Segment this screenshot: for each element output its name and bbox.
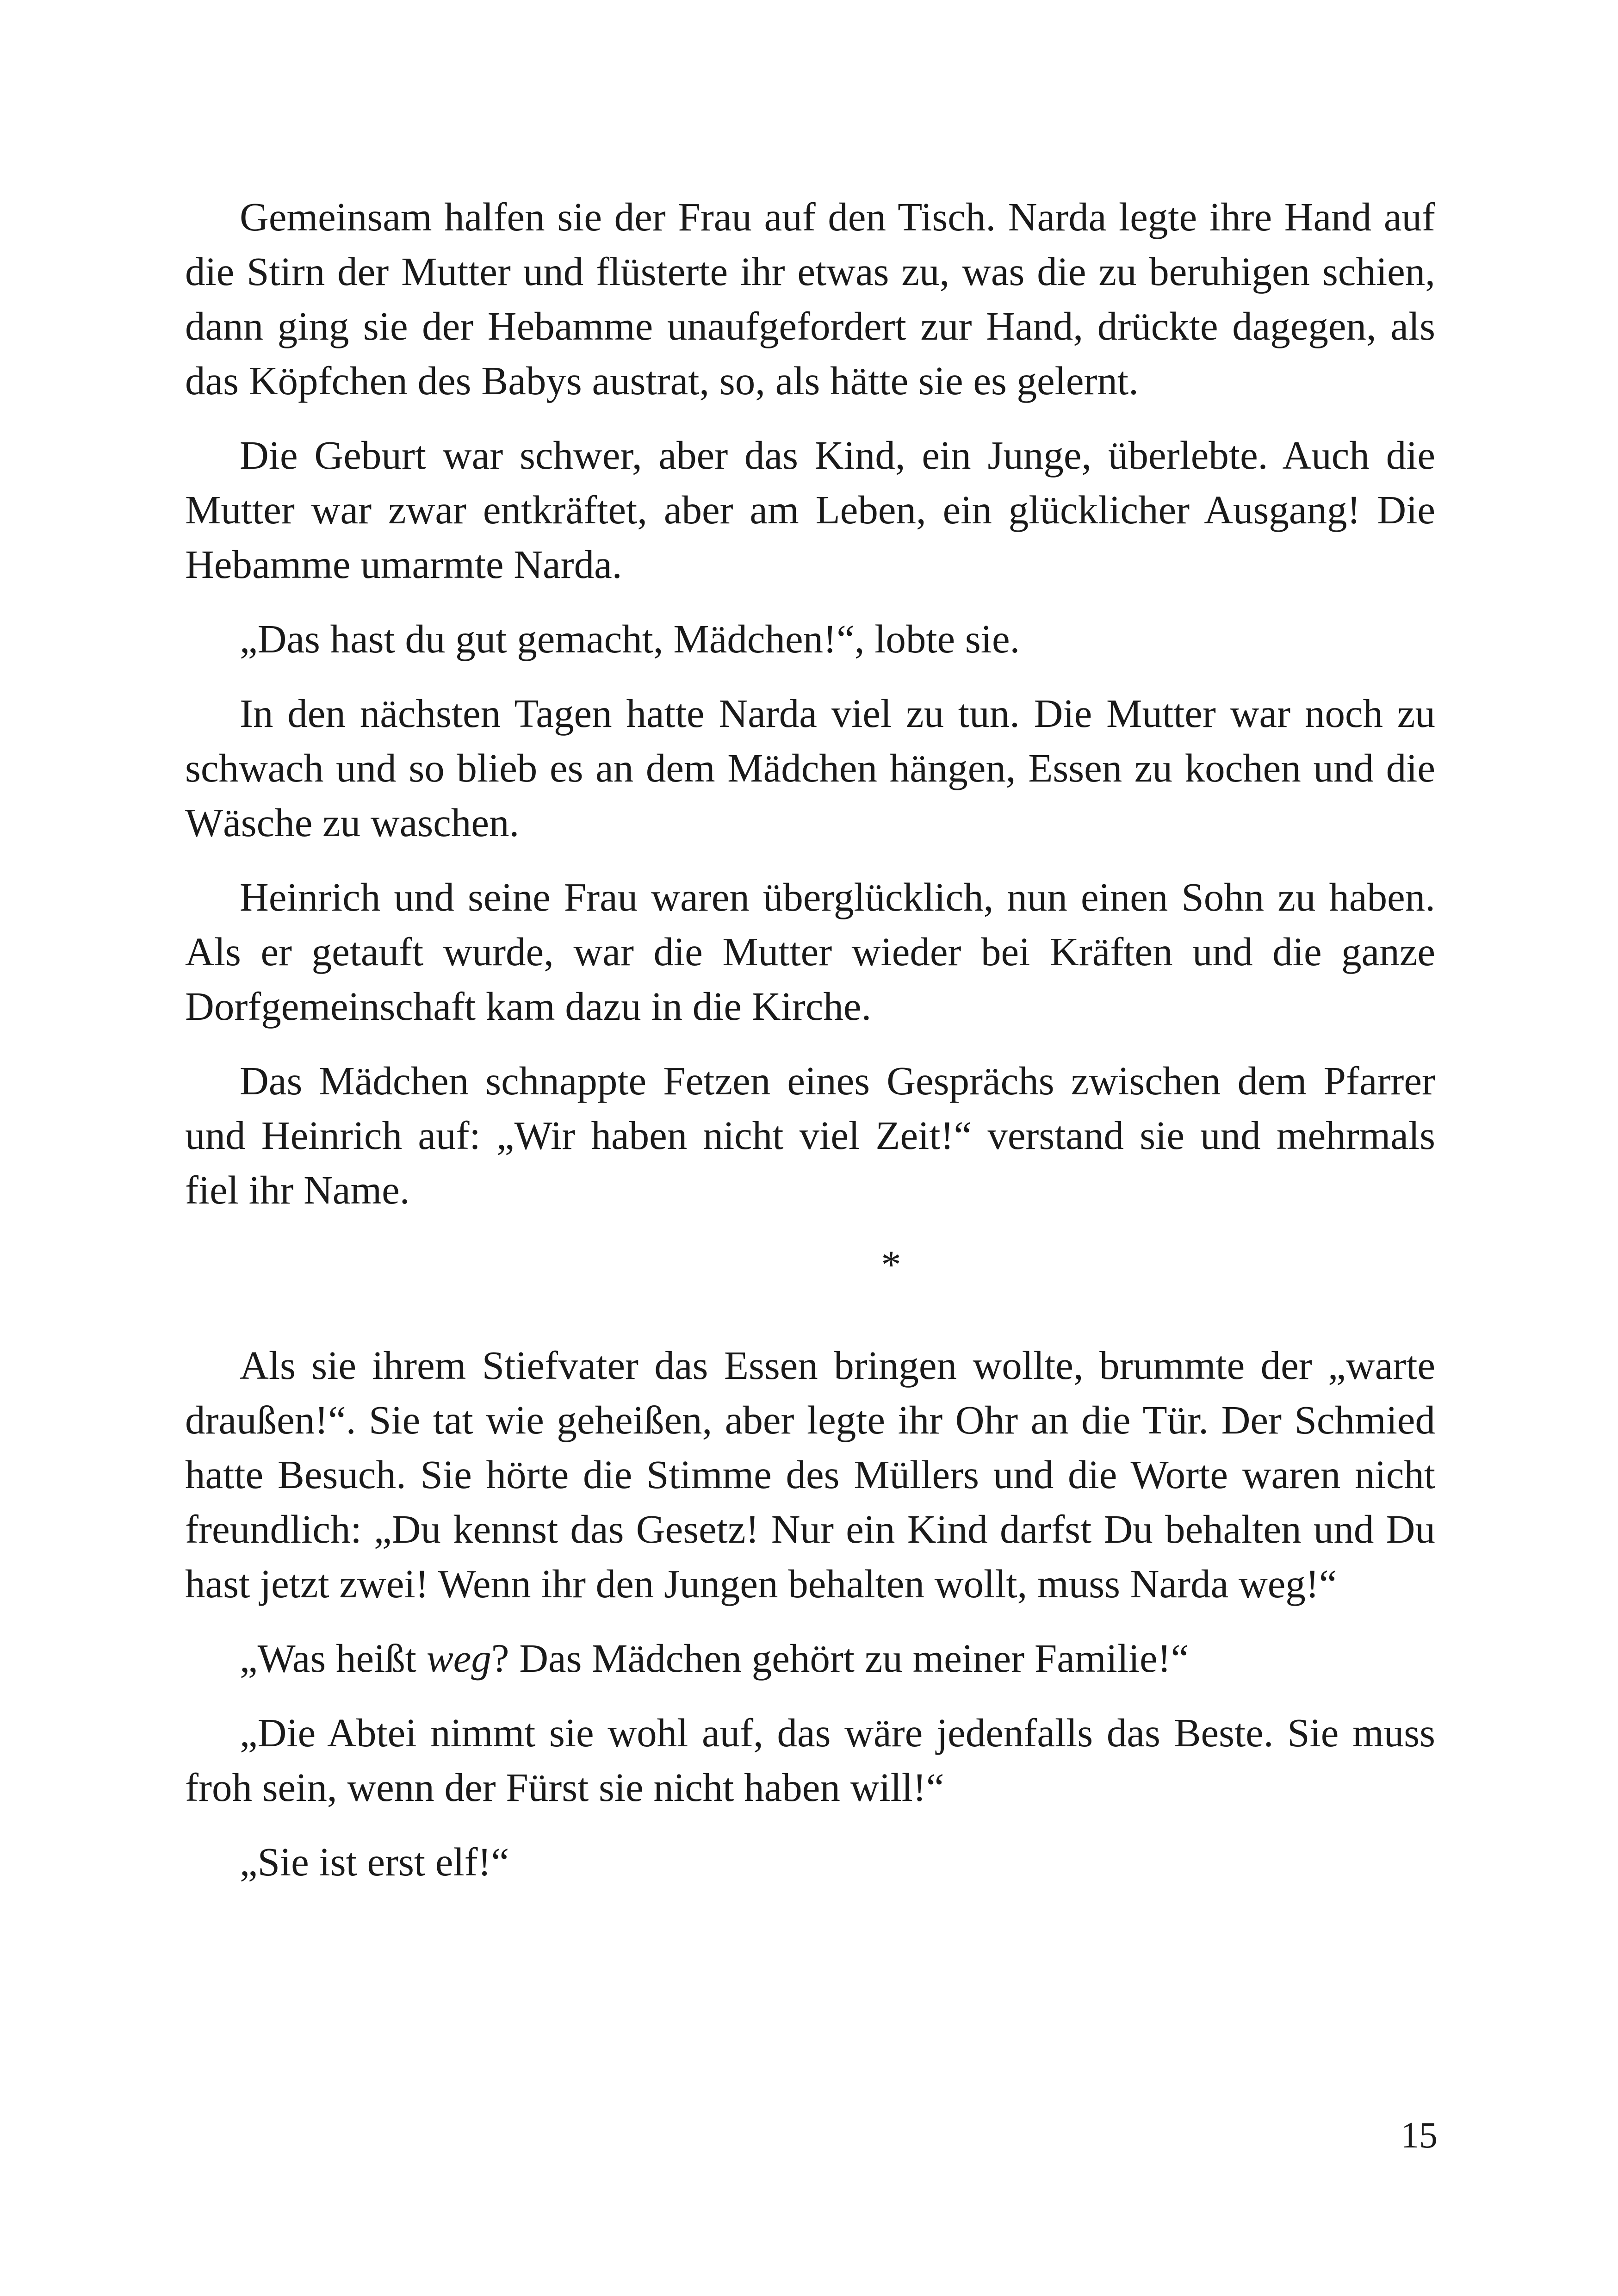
paragraph-quote-weg <box>185 1631 1435 1686</box>
quote-text-after: ? Das Mädchen gehört zu meiner Familie!“ <box>491 1636 1189 1681</box>
paragraph: Die Geburt war schwer, aber das Kind, ein Junge, überlebte. Auch die Mutter war zwar entkräftet, aber am Leben, ein glücklicher Ausgang! Die Hebamme umarmte Narda. <box>185 433 1435 587</box>
page-body <box>185 190 1435 1909</box>
quote-text-before: „Was heißt <box>240 1636 427 1681</box>
paragraph: Als sie ihrem Stiefvater das Essen bringen wollte, brummte der „warte draußen!“. Sie tat wie geheißen, aber legte ihr Ohr an die Tür. Der Schmied hatte Besuch. Sie hörte die Stimme des Müllers und die Worte waren nicht freundlich: „Du kennst das Gesetz! Nur ein Kind darfst Du behalten und Du hast jetzt zwei! Wenn ihr den Jungen behalten wollt, muss Narda weg!“ <box>185 1343 1435 1606</box>
paragraph: Das Mädchen schnappte Fetzen eines Gesprächs zwischen dem Pfarrer und Heinrich auf: „Wir haben nicht viel Zeit!“ verstand sie und mehrmals fiel ihr Name. <box>185 1058 1435 1212</box>
paragraph: Gemeinsam halfen sie der Frau auf den Tisch. Narda legte ihre Hand auf die Stirn der Mutter und flüsterte ihr etwas zu, was die zu beruhigen schien, dann ging sie der Hebamme unaufgefordert zur Hand, drückte dagegen, als das Köpfchen des Babys austrat, so, als hätte sie es gelernt. <box>185 194 1435 403</box>
emphasis-word: weg <box>426 1636 491 1681</box>
section-separator: * <box>881 1242 901 1287</box>
paragraph: „Das hast du gut gemacht, Mädchen!“, lobte sie. <box>240 616 1020 661</box>
paragraph: In den nächsten Tagen hatte Narda viel zu tun. Die Mutter war noch zu schwach und so blieb es an dem Mädchen hängen, Essen zu kochen und die Wäsche zu waschen. <box>185 691 1435 845</box>
paragraph: „Die Abtei nimmt sie wohl auf, das wäre jedenfalls das Beste. Sie muss froh sein, wenn der Fürst sie nicht haben will!“ <box>185 1710 1435 1810</box>
paragraph: „Sie ist erst elf!“ <box>240 1839 509 1884</box>
page-number: 15 <box>1401 2115 1438 2156</box>
paragraph: Heinrich und seine Frau waren überglücklich, nun einen Sohn zu haben. Als er getauft wurde, war die Mutter wieder bei Kräften und die ganze Dorfgemeinschaft kam dazu in die Kirche. <box>185 875 1435 1029</box>
